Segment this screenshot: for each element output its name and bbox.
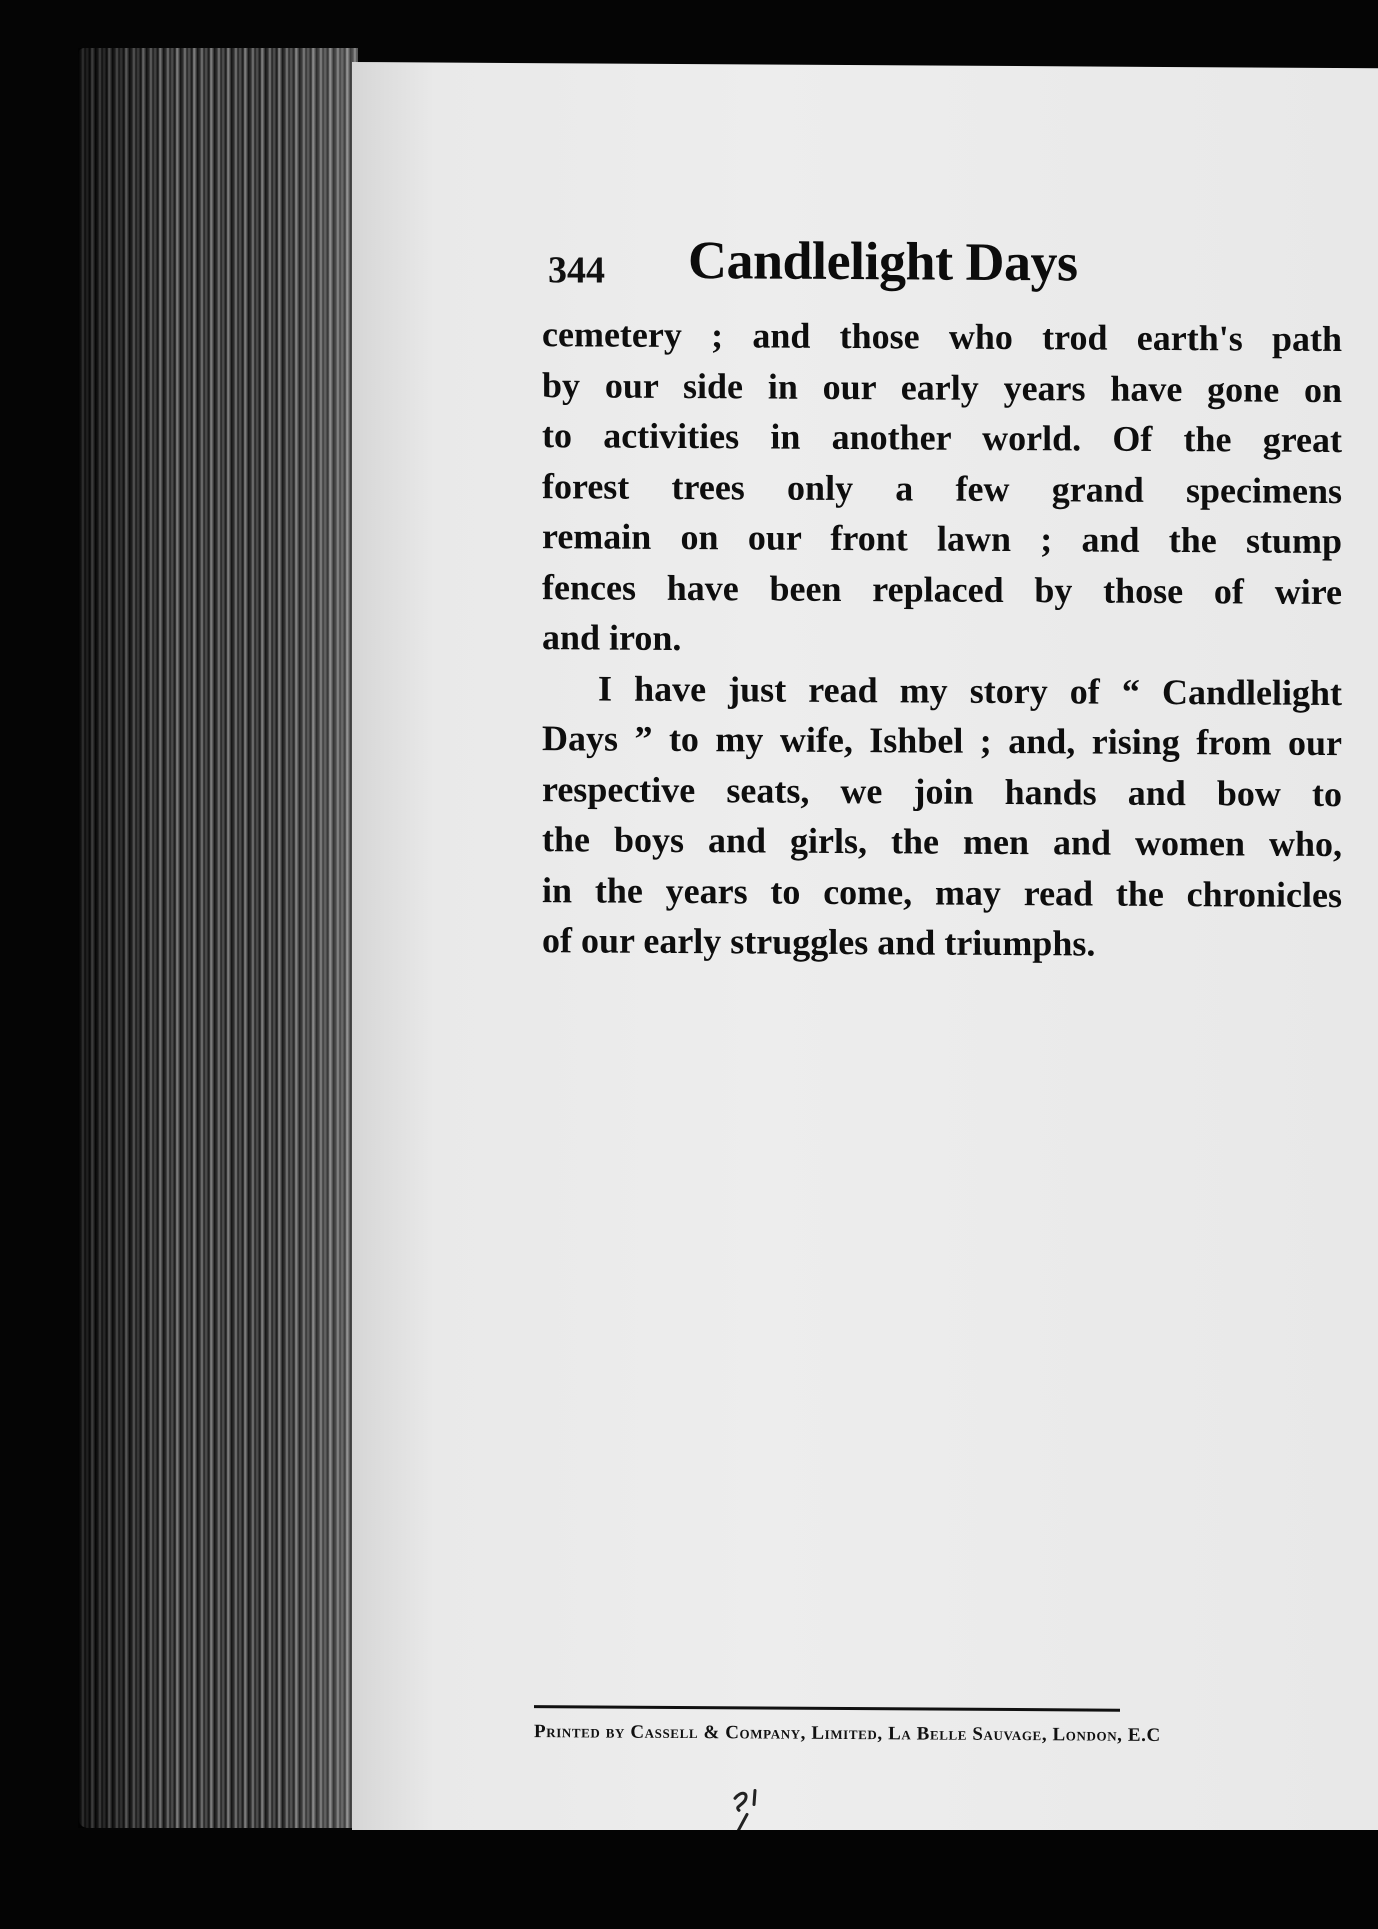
- page-header: [548, 228, 1368, 313]
- text-line: I have just read my story of “ Candlelight: [598, 668, 1342, 713]
- paragraph-1: [542, 309, 1342, 667]
- text-line: forest trees only a few grand specimens: [542, 465, 1342, 511]
- text-line: fences have been replaced by those of wire: [542, 566, 1342, 612]
- footer-rule: [534, 1705, 1120, 1712]
- body-text: [542, 309, 1342, 970]
- text-line: the boys and girls, the men and women who,: [542, 819, 1342, 865]
- scan-bottom-shadow: [0, 1830, 1378, 1929]
- running-title: Candlelight Days: [688, 230, 1078, 293]
- text-line: cemetery ; and those who trod earth's path: [542, 314, 1342, 360]
- book-page: [352, 62, 1378, 1838]
- text-line: Days ” to my wife, Ishbel ; and, rising from our: [542, 718, 1342, 764]
- book-page-edges: [78, 48, 358, 1828]
- text-line: of our early struggles and triumphs.: [542, 920, 1096, 964]
- text-line: by our side in our early years have gone on: [542, 364, 1342, 410]
- paragraph-2: [542, 663, 1342, 971]
- printer-imprint: Printed by Cassell & Company, Limited, La Belle Sauvage, London, E.C: [534, 1721, 1161, 1746]
- text-line: to activities in another world. Of the great: [542, 415, 1342, 461]
- text-line: and iron.: [542, 617, 682, 659]
- text-line: respective seats, we join hands and bow to: [542, 768, 1342, 814]
- text-line: in the years to come, may read the chronicles: [542, 869, 1342, 915]
- page-number: 344: [548, 249, 605, 292]
- text-line: remain on our front lawn ; and the stump: [542, 516, 1342, 562]
